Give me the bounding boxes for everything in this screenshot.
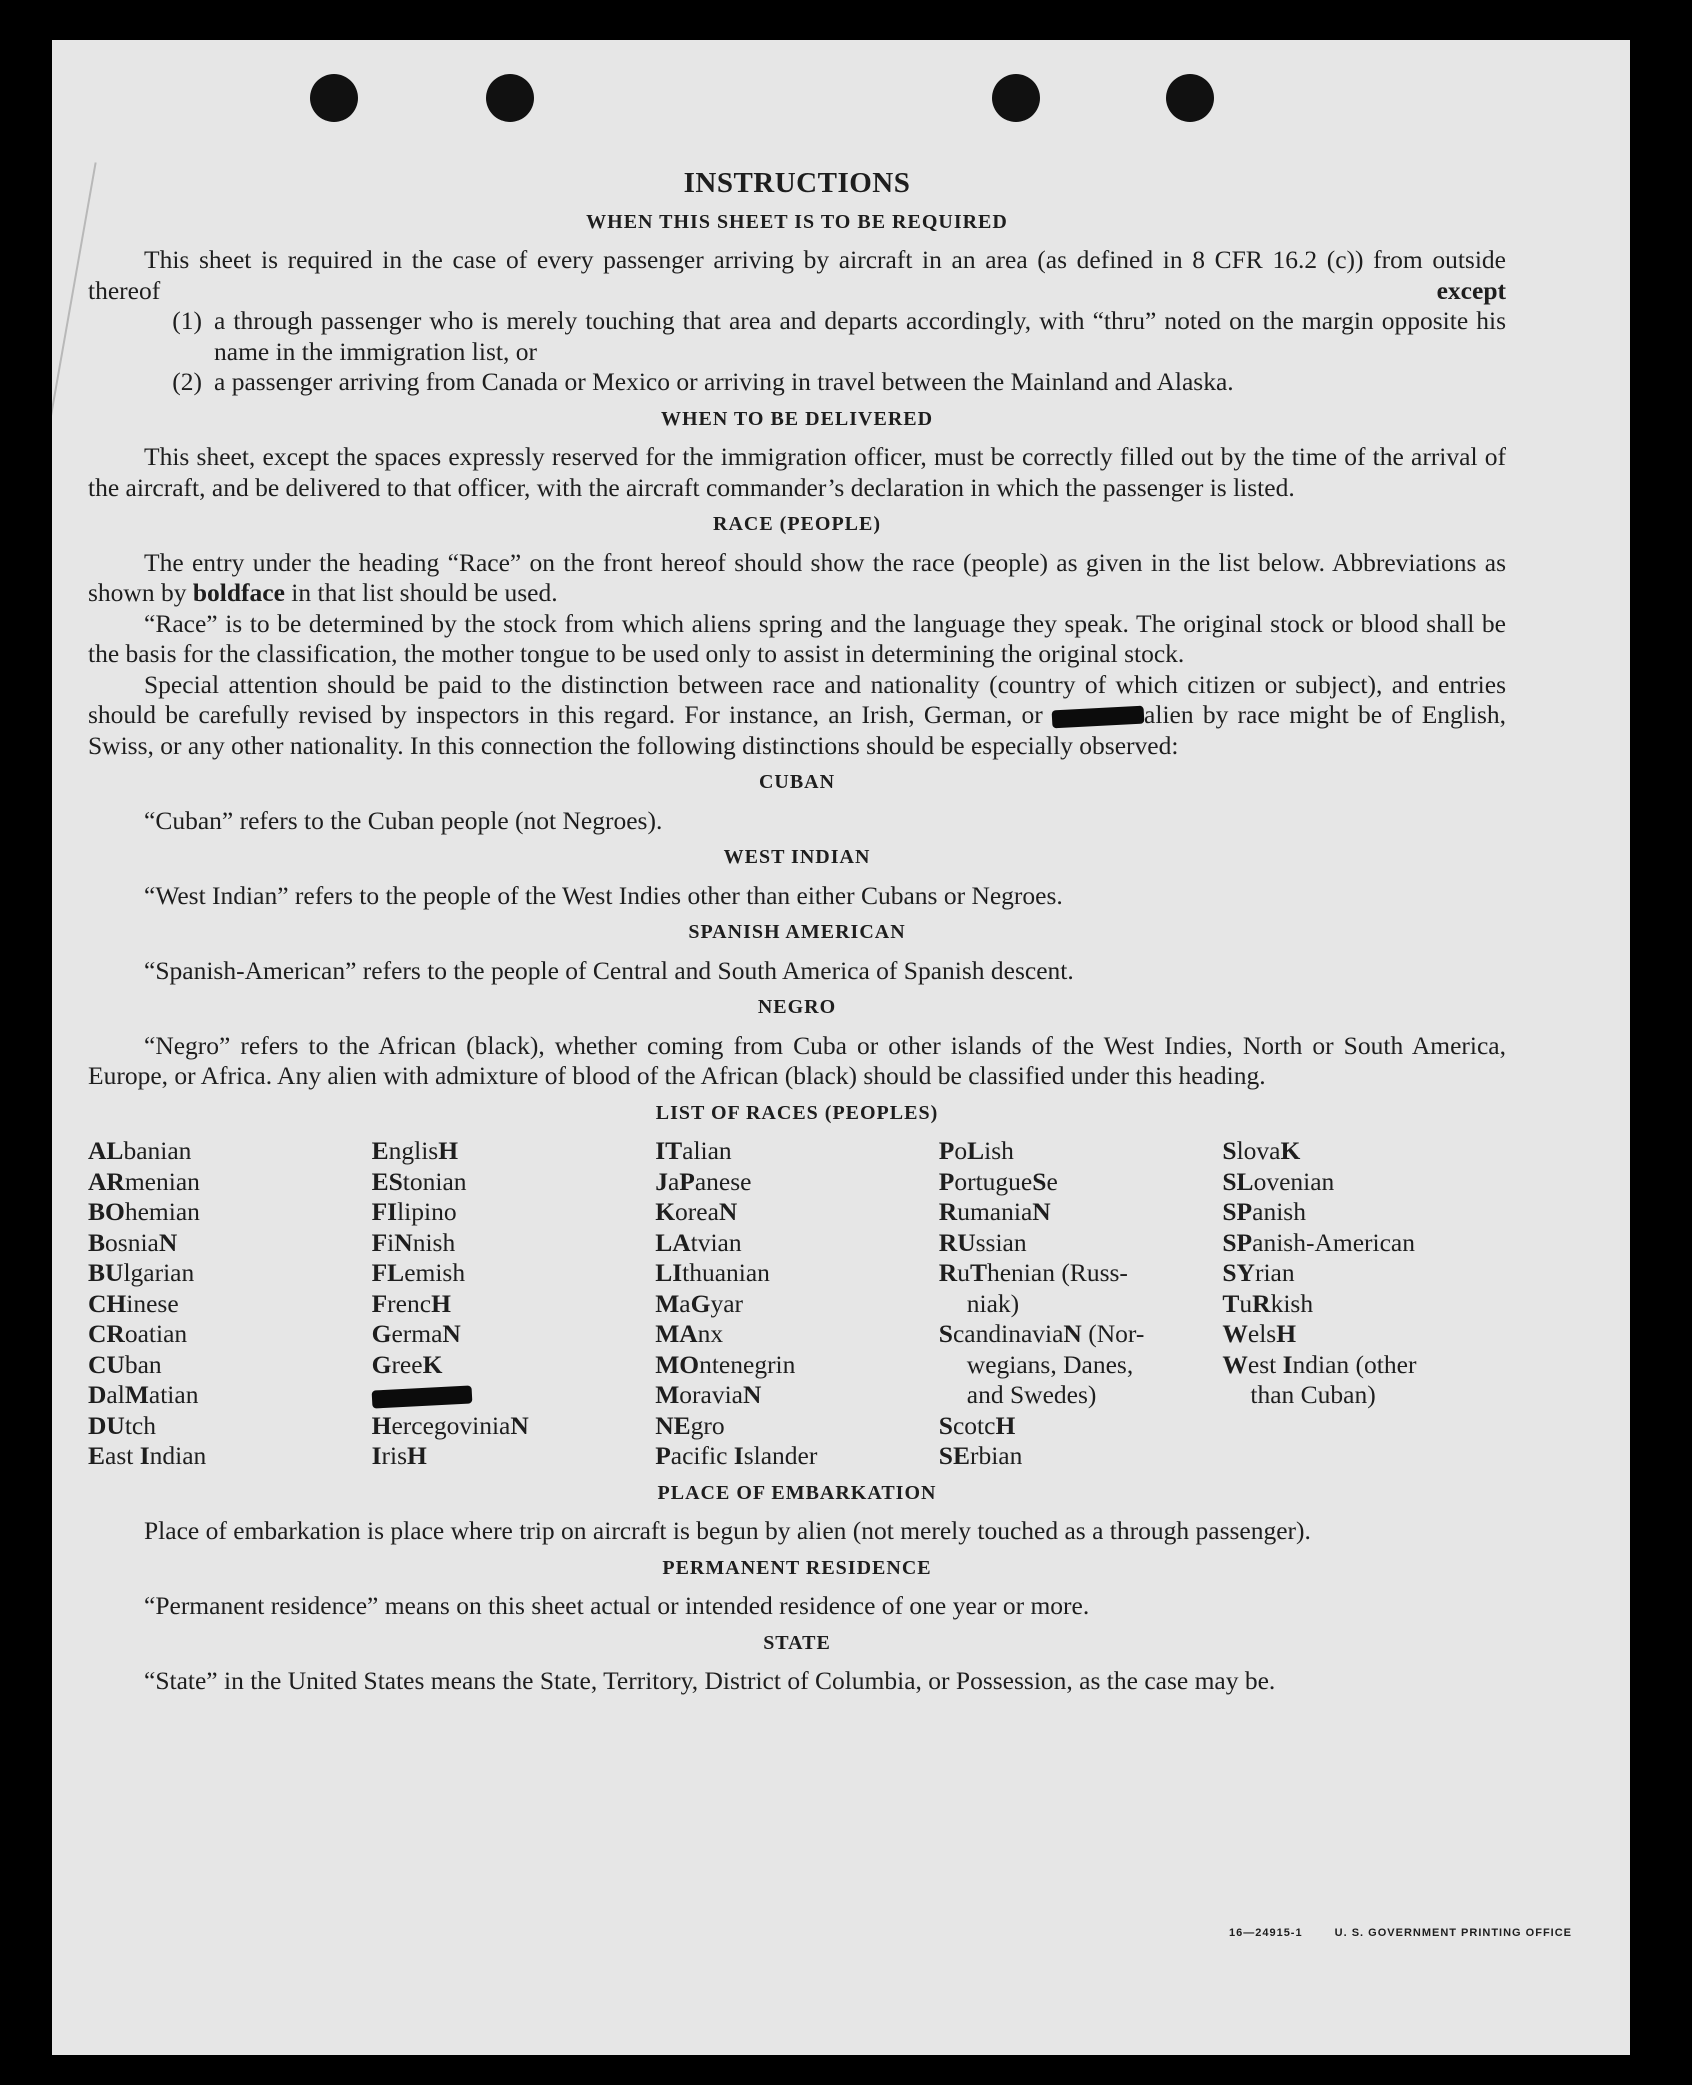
race-entry-part: H [431,1288,451,1318]
instructions-body [88,168,1506,1697]
races-list [88,1136,1506,1472]
race-entry-part: LI [655,1258,683,1287]
race-entry-part: J [655,1166,668,1196]
race-entry [655,1228,939,1259]
race-entry-part: R [938,1258,958,1287]
heading-list-of-races: LIST OF RACES (PEOPLES) [655,1101,939,1124]
race-entry-part: est [1247,1349,1283,1379]
race-entry-part: S [938,1410,953,1440]
race-entry-part: N [1032,1197,1051,1226]
race-entry-part: banian [123,1136,192,1165]
race-entry-part: ban [124,1349,162,1379]
race-entry-part: H [438,1136,459,1165]
west-indian-text: “West Indian” refers to the people of the West Indies other than either Cubans or Negroes. [144,880,1063,910]
race-entry [372,1136,656,1167]
race-entry [1222,1167,1506,1198]
race-entry-part: ercegovinia [391,1410,511,1440]
race-entry-part: ssian [975,1227,1027,1257]
race-entry-part: M [655,1288,680,1318]
race-entry [939,1228,1223,1259]
race-entry-part: renc [387,1288,432,1318]
required-intro [88,245,1506,306]
printer-imprint [1229,1927,1572,1939]
race-entry [1222,1319,1506,1350]
heading-west-indian: WEST INDIAN [723,846,871,868]
race-entry [1222,1258,1506,1289]
race-entry-part: umania [957,1197,1033,1226]
required-intro-except: except [1436,275,1506,305]
race-entry-part: P [938,1136,955,1165]
race-entry-part: anese [694,1166,752,1196]
race-entry [372,1167,656,1198]
race-column-5 [1222,1136,1506,1472]
race-entry-part: FI [371,1197,398,1226]
race-entry-part: osnia [105,1227,159,1257]
race-entry [88,1167,372,1198]
race-entry [655,1167,939,1198]
race-entry-part: R [938,1197,958,1226]
race-entry-part: LA [655,1227,691,1257]
cuban-text: “Cuban” refers to the Cuban people (not Negroes). [144,805,663,835]
race-p3-end: alien by race might be of English, Swiss, or any other nationality. In this connection the following distinctions should be especially observed: [88,700,1507,760]
race-entry-part: G [371,1349,392,1379]
race-entry-part: ES [371,1166,403,1196]
race-entry [88,1441,372,1472]
race-entry [939,1319,1223,1350]
race-entry-part: ris [381,1441,408,1470]
race-entry-part: o [954,1136,968,1165]
race-entry-part: i [387,1227,395,1257]
delivered-text: This sheet, except the spaces expressly reserved for the immigration officer, must be correctly filled out by the time of the arrival of the aircraft, and be delivered to that officer, with the aircraft commander’s declaration in which the passenger is listed. [88,442,1506,502]
race-entry-part: ovenian [1253,1166,1335,1196]
race-entry-part: IT [655,1136,683,1165]
race-entry-part: SP [1222,1197,1253,1226]
race-entry-part: T [1222,1288,1240,1318]
race-entry-part: T [969,1258,987,1287]
race-entry-part: rian [1254,1258,1295,1287]
race-entry-part: F [371,1227,388,1257]
punch-hole-4 [1166,74,1214,122]
heading-embarkation: PLACE OF EMBARKATION [657,1481,937,1504]
race-p1-start: The entry under the heading “Race” on the front hereof should show the race (people) as given in the list below. Abbreviations as shown by [88,547,1506,607]
race-entry-part: I [139,1441,150,1470]
race-entry-part: M [655,1380,680,1409]
race-entry-part: S [1032,1166,1047,1196]
race-entry [655,1441,939,1472]
redaction-mark [371,1386,472,1409]
race-entry-part: atian [148,1380,199,1409]
race-entry-part: L [967,1136,985,1165]
punch-hole-1 [310,74,358,122]
race-entry-part: B [88,1227,106,1257]
spanish-american-text: “Spanish-American” refers to the people of Central and South America of Spanish descent. [144,955,1074,985]
race-entry-part: thuanian [682,1258,770,1287]
race-entry [939,1411,1223,1442]
race-entry-part: slander [743,1441,818,1470]
race-entry-part: SL [1222,1166,1254,1196]
race-entry-part: P [679,1166,695,1196]
race-entry-part: al [106,1380,125,1409]
race-entry [655,1258,939,1289]
race-entry-part: ortugue [954,1166,1033,1196]
race-entry-part: ntenegrin [699,1349,796,1379]
race-entry-part: SY [1222,1258,1255,1287]
race-entry [1222,1136,1506,1167]
race-entry-part: nglis [388,1136,439,1165]
race-entry-part: tvian [690,1227,742,1257]
race-column-4 [939,1136,1223,1472]
exception-number: (2) [172,367,202,396]
race-entry-part: yar [710,1288,743,1318]
race-entry-part: ndian (other [1292,1349,1417,1379]
heading-permanent-residence: PERMANENT RESIDENCE [662,1556,932,1579]
race-entry-part: N [394,1227,413,1257]
negro-text: “Negro” refers to the African (black), whether coming from Cuba or other islands of the West Indies, North or South America, Europe, or Africa. Any alien with admixture of blood of the African (black) should be classified under this heading. [88,1030,1506,1090]
race-entry [372,1228,656,1259]
race-entry [939,1258,1223,1289]
exception-item-2 [88,367,1506,398]
form-number: 16—24915-1 [1228,1927,1303,1939]
race-entry-part: G [371,1319,392,1348]
race-entry [88,1289,372,1320]
race-entry-part: lova [1236,1136,1281,1165]
heading-spanish-american: SPANISH AMERICAN [688,921,906,943]
race-entry-part: anish-American [1252,1227,1415,1257]
race-entry-part: W [1222,1349,1248,1379]
race-entry [655,1380,939,1411]
embarkation-text: Place of embarkation is place where trip on aircraft is begun by alien (not merely touched as a through passenger). [144,1516,1311,1545]
race-entry-part: tonian [402,1166,467,1196]
race-entry [372,1319,656,1350]
race-entry [372,1289,656,1320]
exception-number: (1) [172,306,202,335]
race-entry-part: FL [371,1258,405,1287]
race-entry-part: SE [938,1441,970,1470]
race-entry-part: N [442,1319,461,1348]
race-entry [655,1319,939,1350]
race-entry [88,1258,372,1289]
race-entry-part: I [733,1441,744,1470]
race-entry-part: AL [88,1136,124,1165]
race-entry-part: cotc [952,1410,996,1440]
race-paragraph-3 [88,670,1506,762]
race-entry [655,1411,939,1442]
race-entry-part: W [1222,1319,1248,1348]
race-entry-part: N [1063,1319,1082,1348]
race-entry-part: gro [690,1410,725,1440]
race-entry [88,1411,372,1442]
race-entry-part: emish [404,1258,466,1287]
exception-text: a passenger arriving from Canada or Mexico or arriving in travel between the Mainland and Alaska. [214,367,1234,396]
race-entry-part: DU [88,1410,125,1440]
race-entry-part: CU [88,1349,125,1379]
punch-hole-2 [486,74,534,122]
heading-when-required: WHEN THIS SHEET IS TO BE REQUIRED [586,210,1008,233]
race-entry-part: BO [88,1197,125,1226]
exception-text: a through passenger who is merely touching that area and departs accordingly, with “thru” noted on the margin opposite his name in the immigration list, or [214,306,1506,366]
race-column-1 [88,1136,372,1472]
race-entry-part: tch [124,1410,156,1440]
race-entry-part: BU [88,1258,124,1287]
race-entry: and Swedes) [966,1380,1097,1409]
race-entry-part: P [655,1441,671,1470]
race-entry-part: K [422,1349,443,1379]
race-entry-part: nx [697,1319,724,1348]
race-entry: niak) [966,1288,1020,1318]
race-entry-part: ndian [149,1441,207,1470]
heading-when-delivered: WHEN TO BE DELIVERED [660,407,934,430]
document-sheet [52,40,1630,2055]
race-entry-part: NE [655,1410,691,1440]
race-entry [88,1228,372,1259]
race-entry [939,1136,1223,1167]
race-entry-part: E [371,1136,389,1165]
race-entry-part: H [1276,1319,1297,1348]
race-entry-part: H [995,1410,1016,1440]
race-entry-part: K [655,1197,676,1226]
race-entry [88,1136,372,1167]
race-entry-part: anish [1252,1197,1306,1226]
residence-text: “Permanent residence” means on this sheet actual or intended residence of one year or more. [144,1591,1090,1620]
race-entry-part: ast [105,1441,140,1470]
race-entry [88,1380,372,1411]
race-entry [655,1136,939,1167]
race-entry [1222,1289,1506,1320]
race-entry [939,1197,1223,1228]
race-entry [372,1258,656,1289]
race-entry [1222,1228,1506,1259]
race-entry-part: N [718,1197,738,1226]
race-entry-part: oravia [679,1380,743,1409]
race-entry [372,1441,656,1472]
race-entry-part: I [1282,1349,1293,1379]
race-entry-part: N [742,1380,762,1409]
race-entry-part: CR [88,1319,125,1348]
race-entry-part: AR [88,1166,125,1196]
race-entry-part: a [667,1166,680,1196]
race-column-2 [372,1136,656,1472]
race-entry-part: menian [124,1166,200,1196]
race-entry-part: a [679,1288,691,1318]
race-entry-part: S [938,1319,953,1348]
race-entry [655,1350,939,1381]
race-entry-part: CH [88,1288,127,1318]
race-p1-boldface: boldface [192,578,285,607]
race-entry-part: orea [675,1197,719,1226]
race-entry-part: MA [655,1319,698,1348]
race-entry-part: candinavia [952,1319,1064,1348]
race-entry-part: SP [1222,1227,1253,1257]
race-entry-part: oatian [124,1319,188,1348]
heading-state: STATE [763,1631,831,1654]
race-entry-part: nish [412,1227,456,1257]
race-entry-part: lgarian [123,1258,195,1287]
race-entry-part: e [1046,1166,1058,1196]
race-entry-part: D [88,1380,107,1409]
race-entry-part: M [124,1380,149,1409]
race-entry-part: E [88,1441,106,1470]
race-p1-end: in that list should be used. [291,578,558,607]
race-entry [372,1380,656,1411]
exception-item-1 [88,306,1506,367]
race-paragraph-2: “Race” is to be determined by the stock from which aliens spring and the language they speak. The original stock or blood shall be the basis for the classification, the mother tongue to be used only to assist in determining the original stock. [88,608,1506,668]
race-entry: wegians, Danes, [966,1349,1134,1379]
race-entry-part: G [690,1288,711,1318]
race-entry-part: els [1247,1319,1277,1348]
race-entry-part: S [1222,1136,1237,1165]
page-title: INSTRUCTIONS [683,167,911,199]
race-entry [88,1319,372,1350]
race-entry-part: N [158,1227,178,1257]
race-entry-part: F [371,1288,388,1318]
printer-name: U. S. GOVERNMENT PRINTING OFFICE [1334,1927,1572,1939]
punch-hole-3 [992,74,1040,122]
race-entry [939,1441,1223,1472]
race-entry-part: H [371,1410,392,1440]
race-entry-part: MO [655,1349,700,1379]
required-intro-text: This sheet is required in the case of every passenger arriving by aircraft in an area (as defined in 8 CFR 16.2 (c)) from outside thereof [88,245,1506,305]
race-entry [88,1197,372,1228]
heading-cuban: CUBAN [758,771,836,793]
race-entry-part: lipino [397,1197,457,1226]
race-entry-part: kish [1270,1288,1314,1318]
race-entry-part: erma [391,1319,443,1348]
race-entry-part: ree [391,1349,423,1379]
race-entry: than Cuban) [1250,1380,1376,1409]
race-entry [88,1350,372,1381]
race-entry-part: H [407,1441,427,1470]
race-entry-part: (Nor- [1081,1319,1145,1348]
race-entry [655,1289,939,1320]
race-entry [1222,1350,1506,1381]
race-column-3 [655,1136,939,1472]
race-entry-part: I [371,1441,382,1470]
race-entry-part: R [1252,1288,1271,1318]
race-entry-part: P [938,1166,955,1196]
race-paragraph-1 [88,548,1506,609]
race-entry-part: u [1239,1288,1253,1318]
heading-negro: NEGRO [757,996,837,1018]
race-entry [372,1350,656,1381]
race-entry-part: K [1280,1136,1301,1165]
race-entry-part: RU [938,1227,976,1257]
race-entry-part: henian (Russ- [986,1258,1128,1287]
race-entry [372,1197,656,1228]
race-entry-part: acific [670,1441,734,1470]
race-entry [372,1411,656,1442]
race-entry [939,1167,1223,1198]
race-entry-part: alian [682,1136,732,1165]
race-entry-part: hemian [124,1197,200,1226]
race-p3-start: Special attention should be paid to the distinction between race and nationality (country of which citizen or subject), and entries should be carefully revised by inspectors in this regard. For instance, an Irish, German, or [88,669,1506,729]
redaction-mark [1052,706,1145,729]
race-entry [655,1197,939,1228]
race-entry-part: inese [126,1288,179,1318]
race-entry-part: N [510,1410,529,1440]
race-entry-part: u [957,1258,970,1287]
race-entry-part: ish [984,1136,1014,1165]
heading-race: RACE (PEOPLE) [713,513,881,535]
race-entry-part: rbian [969,1441,1023,1470]
race-entry [1222,1197,1506,1228]
state-text: “State” in the United States means the State, Territory, District of Columbia, or Possession, as the case may be. [144,1666,1276,1695]
